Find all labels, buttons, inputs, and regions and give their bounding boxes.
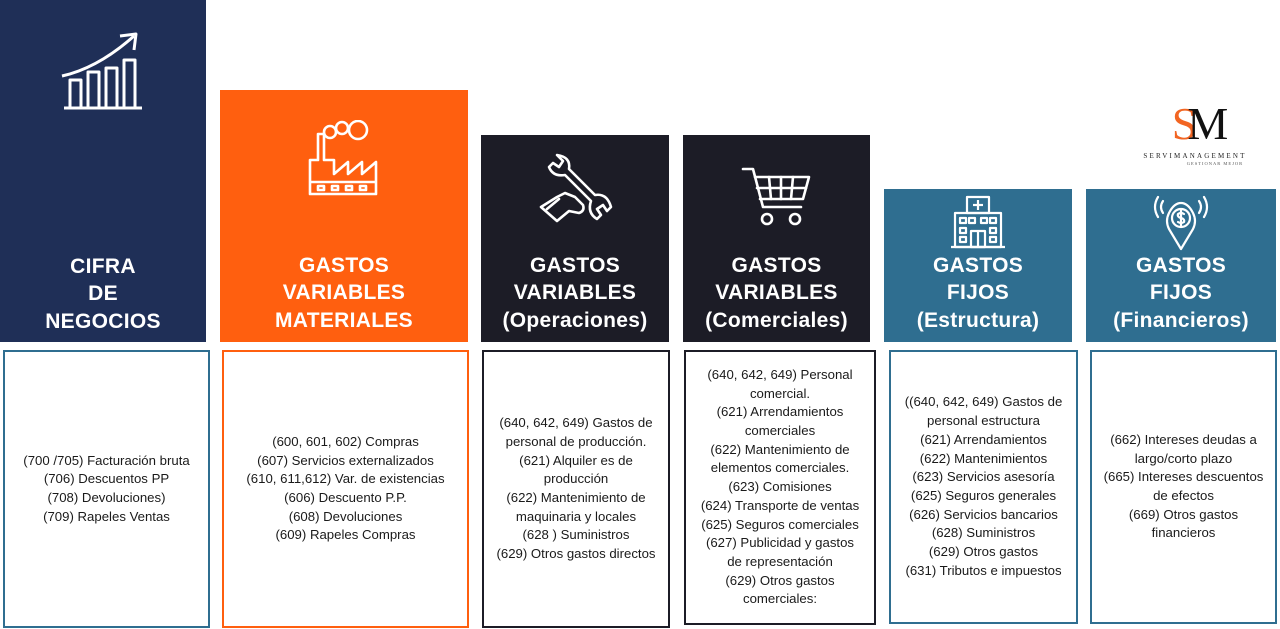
list-item: (625) Seguros generales xyxy=(910,488,1057,503)
header-title: GASTOS VARIABLES MATERIALES xyxy=(275,253,413,332)
header-title: GASTOS VARIABLES (Operaciones) xyxy=(502,253,648,332)
header-title: GASTOS FIJOS (Estructura) xyxy=(916,253,1040,332)
list-item: (624) Transporte de ventas xyxy=(700,497,860,513)
box-gastos-variables-materiales xyxy=(222,350,469,628)
header-title: GASTOS FIJOS (Financieros) xyxy=(1113,253,1249,332)
header-title: CIFRA DE NEGOCIOS xyxy=(45,254,161,333)
list-item: (621) Arrendamientos xyxy=(920,431,1047,447)
list-item: personal estructura xyxy=(927,413,1040,429)
list-item: de efectos xyxy=(1153,488,1214,503)
header-gastos-fijos-financieros xyxy=(1086,189,1276,342)
factory-icon xyxy=(304,120,384,203)
wrench-hand-icon xyxy=(535,149,615,232)
bar-chart-growth-icon xyxy=(58,28,148,118)
header-gastos-variables-materiales xyxy=(220,90,468,342)
account-list xyxy=(490,414,661,564)
list-item: (629) Otros gastos directos xyxy=(496,546,656,562)
list-item: (627) Publicidad y gastos xyxy=(705,535,855,551)
list-item: (626) Servicios bancarios xyxy=(909,506,1058,522)
account-list xyxy=(1098,431,1270,543)
list-item: (608) Devoluciones xyxy=(288,508,403,524)
hospital-building-icon xyxy=(949,193,1007,254)
list-item: (623) Servicios asesoría xyxy=(912,469,1055,485)
list-item: (606) Descuento P.P. xyxy=(284,490,407,505)
list-item: comerciales xyxy=(744,423,816,439)
header-title: GASTOS VARIABLES (Comerciales) xyxy=(705,253,848,332)
list-item: financieros xyxy=(1151,525,1216,541)
logo-tagline: GESTIONAR MEJOR xyxy=(1186,161,1244,166)
list-item: (669) Otros gastos xyxy=(1128,506,1239,522)
servimanagement-logo xyxy=(1140,100,1250,166)
logo-mark: SM xyxy=(1171,98,1219,149)
list-item: (607) Servicios externalizados xyxy=(257,452,434,468)
list-item: (622) Mantenimiento de xyxy=(506,490,646,505)
list-item: comerciales: xyxy=(742,591,818,607)
list-item: (625) Seguros comerciales xyxy=(701,516,859,532)
list-item: comercial. xyxy=(749,385,811,401)
logo-name: SERVIMANAGEMENT xyxy=(1143,152,1247,160)
header-cifra-negocios xyxy=(0,0,206,342)
list-item: maquinaria y locales xyxy=(515,508,637,524)
list-item: largo/corto plazo xyxy=(1134,450,1233,466)
header-gastos-variables-comerciales xyxy=(683,135,870,342)
list-item: (628) Suministros xyxy=(931,525,1036,541)
list-item: (665) Intereses descuentos xyxy=(1103,469,1264,485)
list-item: ((640, 642, 649) Gastos de xyxy=(904,394,1063,410)
header-gastos-variables-operaciones xyxy=(481,135,669,342)
list-item: (610, 611,612) Var. de existencias xyxy=(246,471,445,487)
list-item: (628 ) Suministros xyxy=(522,527,630,543)
list-item: (629) Otros gastos xyxy=(725,572,835,588)
box-gastos-variables-comerciales xyxy=(684,350,876,625)
box-cifra-negocios xyxy=(3,350,210,628)
list-item: (708) Devoluciones) xyxy=(47,490,166,505)
account-list xyxy=(695,366,865,609)
header-gastos-fijos-estructura xyxy=(884,189,1072,342)
list-item: (640, 642, 649) Gastos de xyxy=(499,415,653,431)
list-item: (623) Comisiones xyxy=(728,479,832,495)
account-list xyxy=(240,433,450,545)
list-item: (600, 601, 602) Compras xyxy=(272,433,419,449)
list-item: elementos comerciales. xyxy=(710,460,850,476)
list-item: producción xyxy=(543,471,609,487)
shopping-cart-icon xyxy=(741,163,813,234)
list-item: (709) Rapeles Ventas xyxy=(43,508,170,524)
box-gastos-fijos-financieros xyxy=(1090,350,1277,624)
list-item: (621) Alquiler es de xyxy=(519,452,633,468)
list-item: (706) Descuentos PP xyxy=(43,471,170,487)
account-list xyxy=(899,393,1069,580)
box-gastos-variables-operaciones xyxy=(482,350,670,628)
list-item: (700 /705) Facturación bruta xyxy=(23,452,190,468)
list-item: personal de producción. xyxy=(505,433,647,449)
list-item: (622) Mantenimientos xyxy=(919,450,1048,466)
list-item: (609) Rapeles Compras xyxy=(275,527,416,543)
list-item: (662) Intereses deudas a xyxy=(1110,431,1257,447)
list-item: (621) Arrendamientos xyxy=(716,404,844,420)
account-list xyxy=(17,452,195,527)
money-pin-icon xyxy=(1153,191,1209,256)
list-item: (640, 642, 649) Personal xyxy=(707,366,853,382)
list-item: (622) Mantenimiento de xyxy=(710,441,850,457)
box-gastos-fijos-estructura xyxy=(889,350,1078,624)
list-item: de representación xyxy=(727,553,833,569)
list-item: (631) Tributos e impuestos xyxy=(905,562,1062,578)
list-item: (629) Otros gastos xyxy=(928,544,1039,560)
